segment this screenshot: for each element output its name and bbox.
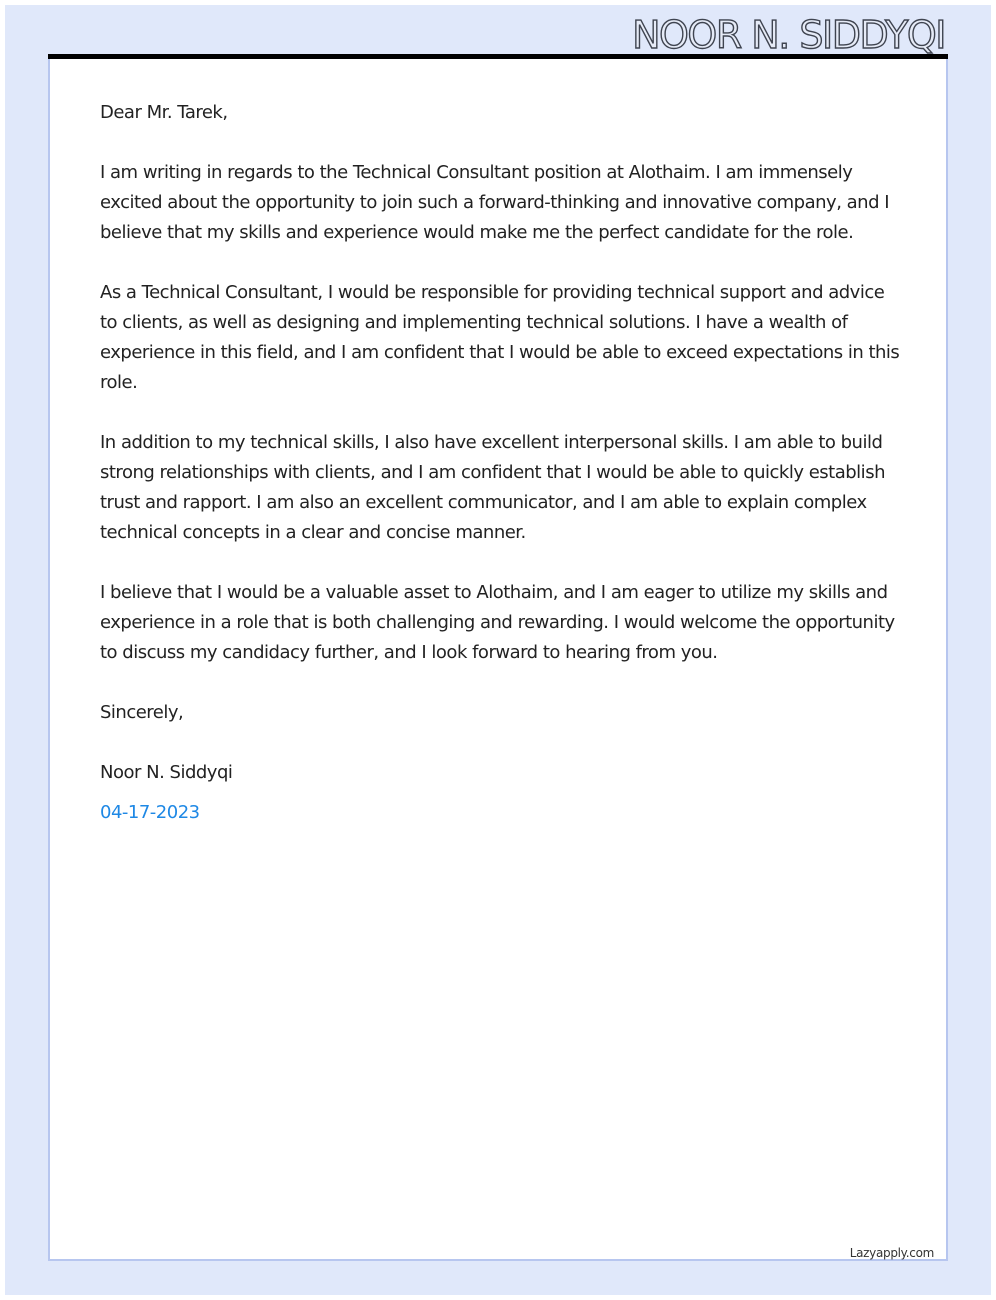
paragraph-skills: In addition to my technical skills, I also have excellent interpersonal skills. I am able to build strong relationships with clients, and I am confident that I would be able to quickly establish trust and rapport. I am also an excellent communicator, and I am able to explain complex technical concepts in a clear and concise manner.: [100, 432, 885, 543]
paragraph-closing: I believe that I would be a valuable asset to Alothaim, and I am eager to utilize my skills and experience in a role that is both challenging and rewarding. I would welcome the opportunity to discuss my candidacy further, and I look forward to hearing from you.: [100, 582, 895, 663]
paragraph-role: As a Technical Consultant, I would be responsible for providing technical support and advice to clients, as well as designing and implementing technical solutions. I have a wealth of experience in this field, and I am confident that I would be able to exceed expectations in this role.: [100, 282, 900, 393]
paragraph-intro: I am writing in regards to the Technical Consultant position at Alothaim. I am immensely excited about the opportunity to join such a forward-thinking and innovative company, and I believe that my skills and experience would make me the perfect candidate for the role.: [100, 162, 890, 243]
letter-date: 04-17-2023: [100, 802, 200, 823]
closing: Sincerely,: [100, 702, 184, 723]
applicant-name-header: NOOR N. SIDDYQI: [632, 13, 945, 57]
footer-brand: Lazyapply.com: [849, 1246, 934, 1260]
salutation: Dear Mr. Tarek,: [100, 102, 228, 123]
signature: Noor N. Siddyqi: [100, 762, 233, 783]
letter-body: [100, 98, 900, 858]
